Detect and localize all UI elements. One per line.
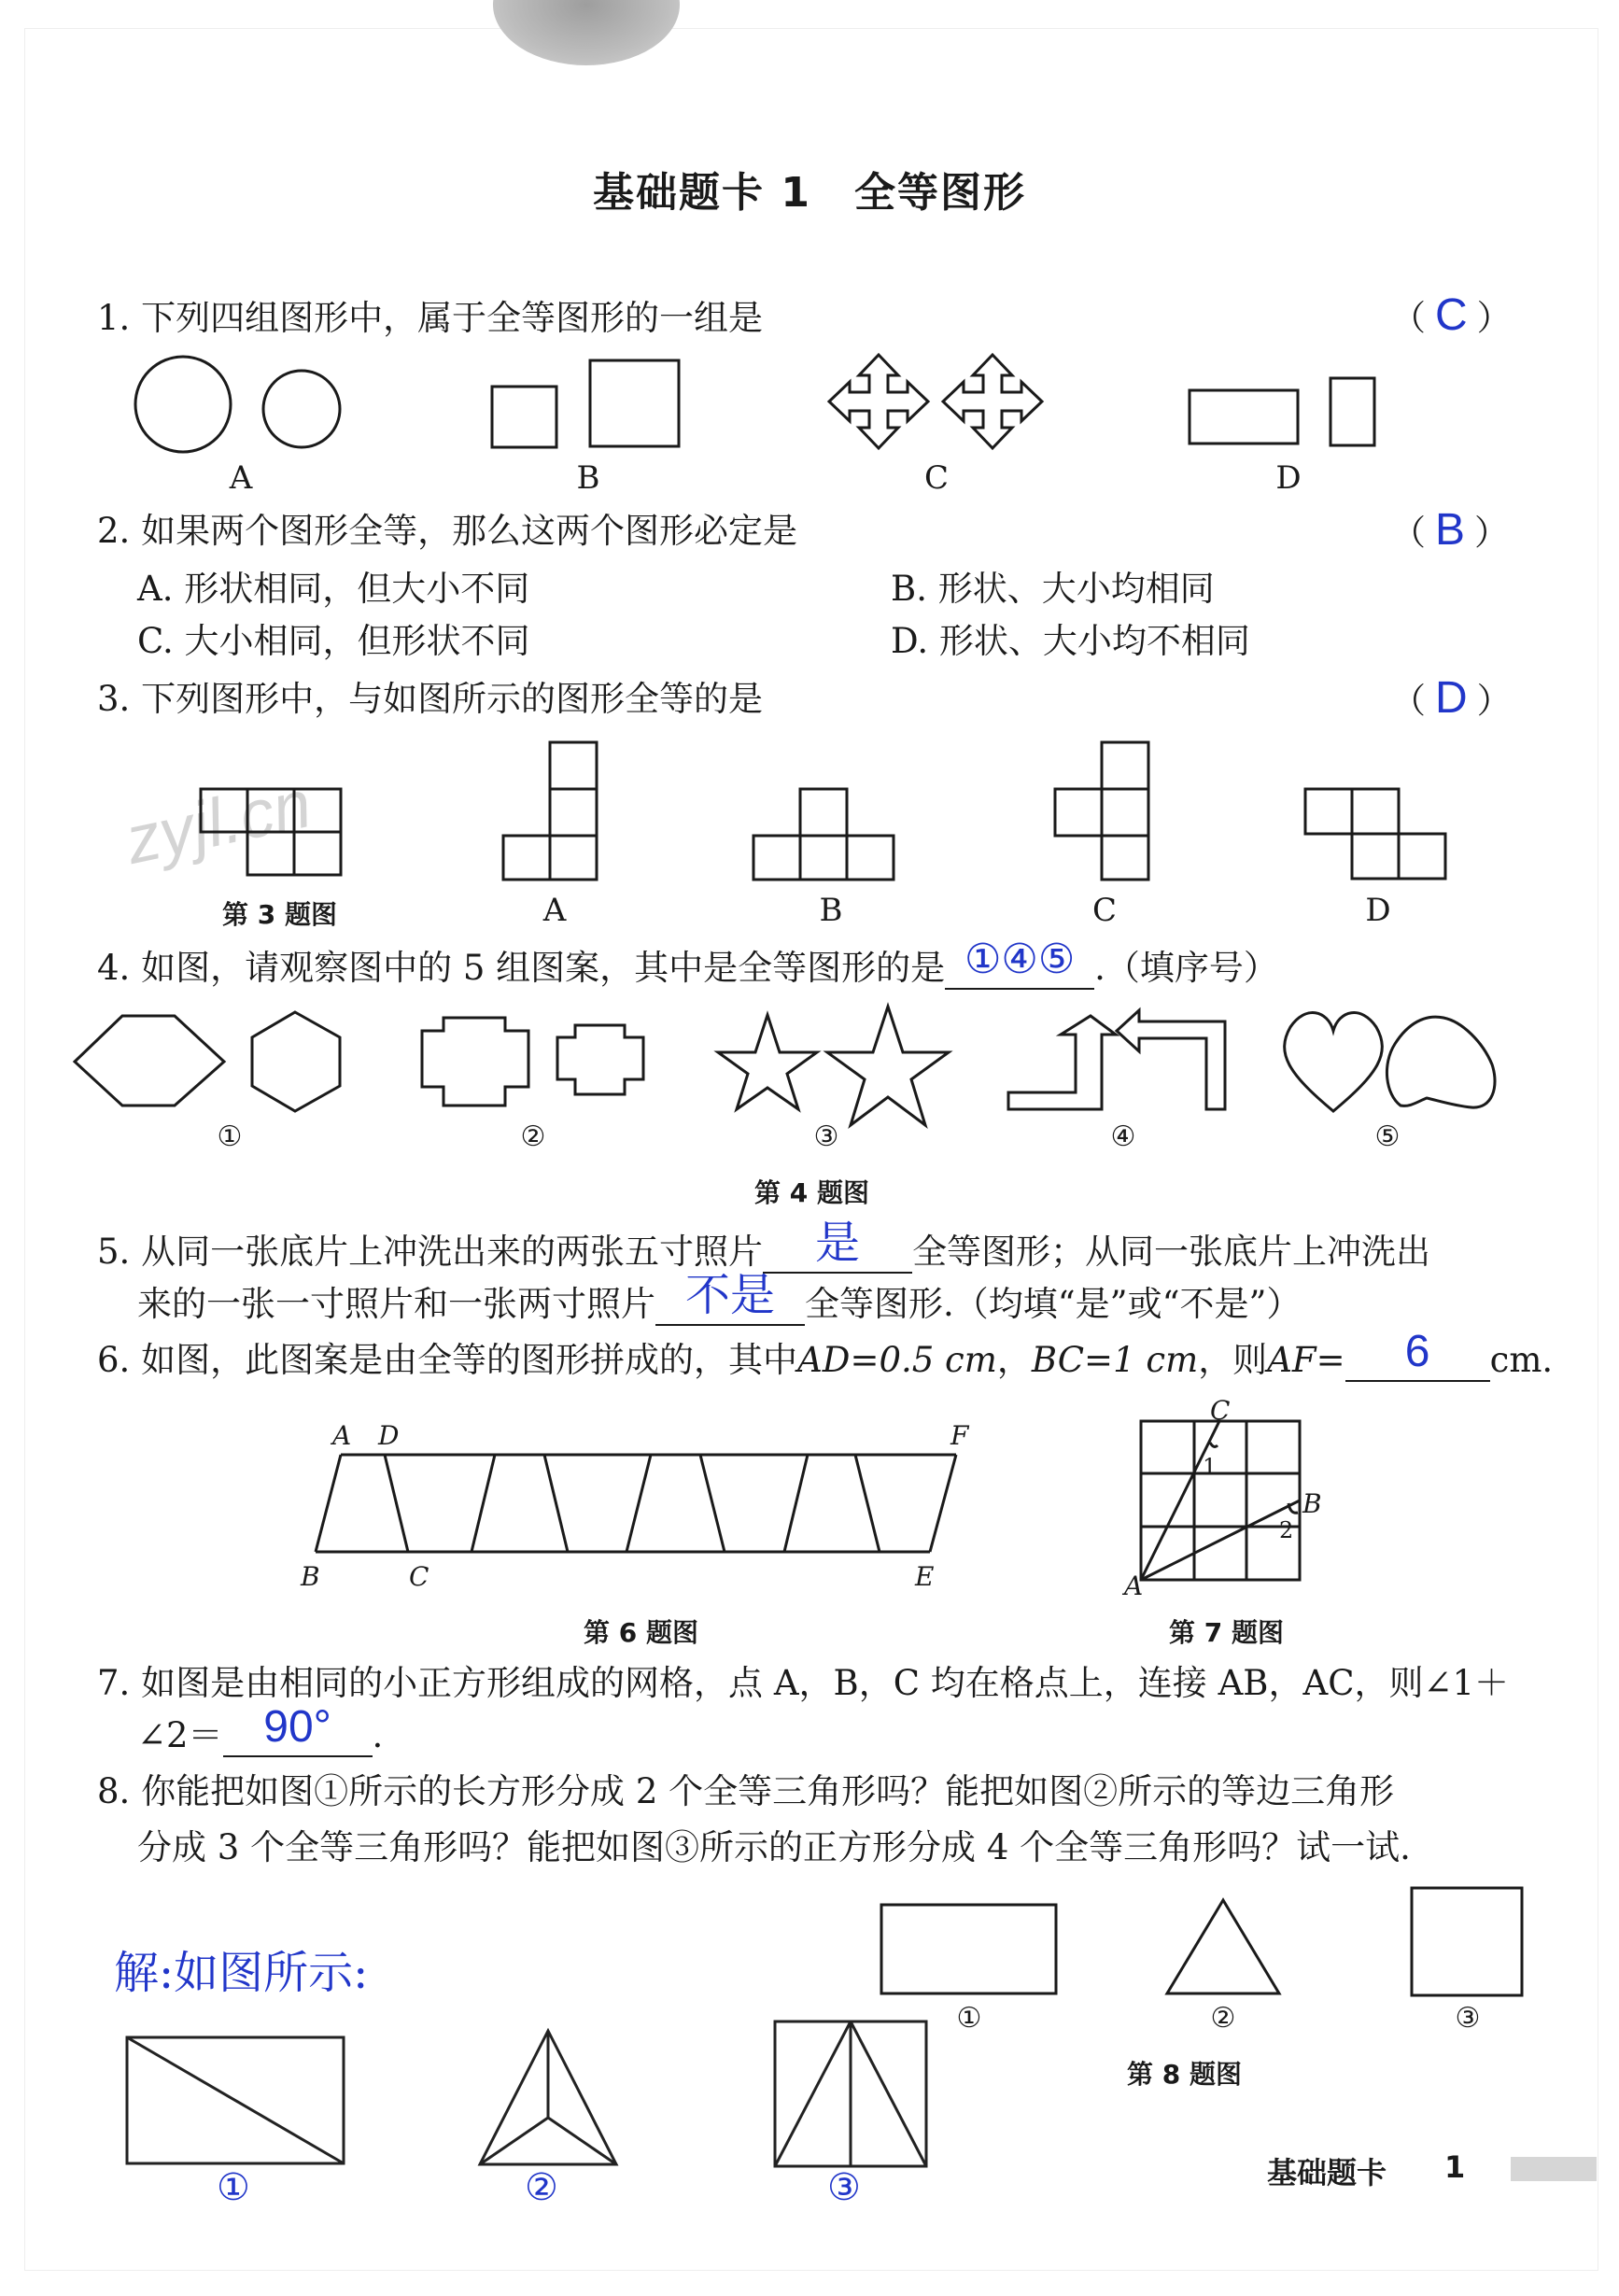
q6-bc: BC=1 cm	[1031, 1340, 1199, 1380]
q8-label-2: ②	[1210, 2002, 1236, 2035]
q4-text-after: .（填序号）	[1094, 948, 1278, 988]
q3-figure-caption: 第 3 题图	[222, 899, 337, 930]
question-3-text: 3. 下列图形中，与如图所示的图形全等的是	[97, 679, 764, 719]
q2-option-c: C. 大小相同，但形状不同	[137, 621, 530, 661]
page-number: 1	[1444, 2149, 1466, 2185]
q4-label-1: ①	[217, 1120, 243, 1153]
q1-option-c-label: C	[923, 459, 949, 497]
q4-text-before: 4. 如图，请观察图中的 5 组图案，其中是全等图形的是	[97, 948, 946, 988]
q7-angle-2: 2	[1279, 1517, 1294, 1543]
footer-label: 基础题卡	[1267, 2155, 1387, 2190]
q5-line2-before: 来的一张一寸照片和一张两寸照片	[137, 1284, 655, 1324]
solution-label-1: ①	[217, 2166, 250, 2209]
question-1-text: 1. 下列四组图形中，属于全等图形的一组是	[97, 298, 764, 338]
q7-point-b: B	[1302, 1488, 1322, 1519]
q2-option-d: D. 形状、大小均不相同	[891, 621, 1250, 661]
solution-label-2: ②	[525, 2166, 558, 2209]
q1-option-d-label: D	[1275, 459, 1302, 497]
q7-angle-1: 1	[1203, 1454, 1218, 1480]
q7-answer: 90°	[263, 1702, 331, 1752]
q4-label-4: ④	[1110, 1120, 1136, 1153]
q1-option-b-label: B	[576, 459, 600, 497]
q1-option-a-label: A	[229, 459, 253, 497]
question-1-answer: C	[1435, 290, 1468, 340]
q6-answer: 6	[1404, 1327, 1430, 1376]
q6-af: AF=	[1267, 1340, 1345, 1380]
q7-figure-caption: 第 7 题图	[1169, 1617, 1284, 1648]
question-7-line-1: 7. 如图是由相同的小正方形组成的网格，点 A，B，C 均在格点上，连接 AB，AC，则∠1＋	[97, 1663, 1510, 1703]
q8-label-1: ①	[956, 2002, 982, 2035]
q3-option-c-label: C	[1091, 892, 1117, 929]
q7-point-a: A	[1124, 1571, 1144, 1601]
solution-rectangle-diagonal	[127, 2037, 344, 2163]
page-title: 基础题卡 1 全等图形	[593, 169, 1026, 217]
q4-label-2: ②	[520, 1120, 546, 1153]
q2-option-b: B. 形状、大小均相同	[891, 569, 1215, 609]
q3-option-a-label: A	[542, 892, 567, 929]
q6-point-e: E	[915, 1561, 935, 1592]
solution-text: 解:如图所示:	[114, 1947, 369, 1999]
q6-then: ，则	[1198, 1340, 1268, 1380]
q7-point-c: C	[1210, 1395, 1231, 1426]
q6-point-c: C	[409, 1561, 429, 1592]
q5-answer-1: 是	[815, 1218, 861, 1268]
q5-line2-after: 全等图形.（均填“是”或“不是”）	[805, 1284, 1302, 1324]
q6-figure-caption: 第 6 题图	[584, 1617, 698, 1648]
q2-option-a: A. 形状相同，但大小不同	[137, 569, 530, 609]
q3-option-b-label: B	[819, 892, 843, 929]
q6-point-f: F	[950, 1420, 969, 1451]
question-2-answer-box: （ B ）	[1391, 505, 1510, 555]
question-3-answer: D	[1435, 673, 1468, 723]
q3-option-d-label: D	[1365, 892, 1391, 929]
q7-line2-before: ∠2＝	[137, 1715, 223, 1755]
watermark: zyjl.cn	[119, 767, 318, 879]
q4-answer: ①④⑤	[964, 937, 1076, 982]
q5-line1-after: 全等图形；从同一张底片上冲洗出	[912, 1232, 1431, 1272]
q6-text-before: 6. 如图，此图案是由全等的图形拼成的，其中	[97, 1340, 798, 1380]
question-3-answer-box: （ D ）	[1391, 673, 1512, 723]
footer-tab	[1511, 2157, 1597, 2181]
q4-figure-caption: 第 4 题图	[754, 1177, 869, 1208]
question-2-text: 2. 如果两个图形全等，那么这两个图形必定是	[97, 511, 798, 551]
question-8-line-1: 8. 你能把如图①所示的长方形分成 2 个全等三角形吗？能把如图②所示的等边三角形	[97, 1771, 1395, 1811]
q4-label-3: ③	[813, 1120, 839, 1153]
question-7-line-2: ∠2＝ 90° .	[137, 1702, 384, 1755]
q5-answer-2: 不是	[684, 1271, 775, 1320]
q8-figure-caption: 第 8 题图	[1127, 2059, 1242, 2090]
q8-label-3: ③	[1455, 2002, 1481, 2035]
q6-point-b: B	[301, 1561, 320, 1592]
q6-ad: AD=0.5 cm	[797, 1340, 997, 1380]
question-8-line-2: 分成 3 个全等三角形吗？能把如图③所示的正方形分成 4 个全等三角形吗？试一试.	[137, 1827, 1411, 1867]
q5-line1-before: 5. 从同一张底片上冲洗出来的两张五寸照片	[97, 1232, 764, 1272]
q6-point-d: D	[378, 1420, 400, 1451]
question-1-answer-box: （ C ）	[1391, 290, 1512, 340]
question-6-text: 6. 如图，此图案是由全等的图形拼成的，其中AD=0.5 cm，BC=1 cm，则AF= 6 cm.	[97, 1327, 1554, 1380]
q6-point-a: A	[332, 1420, 352, 1451]
q6-unit: cm.	[1489, 1340, 1554, 1380]
question-2-answer: B	[1435, 505, 1466, 555]
solution-label-3: ③	[827, 2166, 861, 2209]
q4-label-5: ⑤	[1374, 1120, 1401, 1153]
